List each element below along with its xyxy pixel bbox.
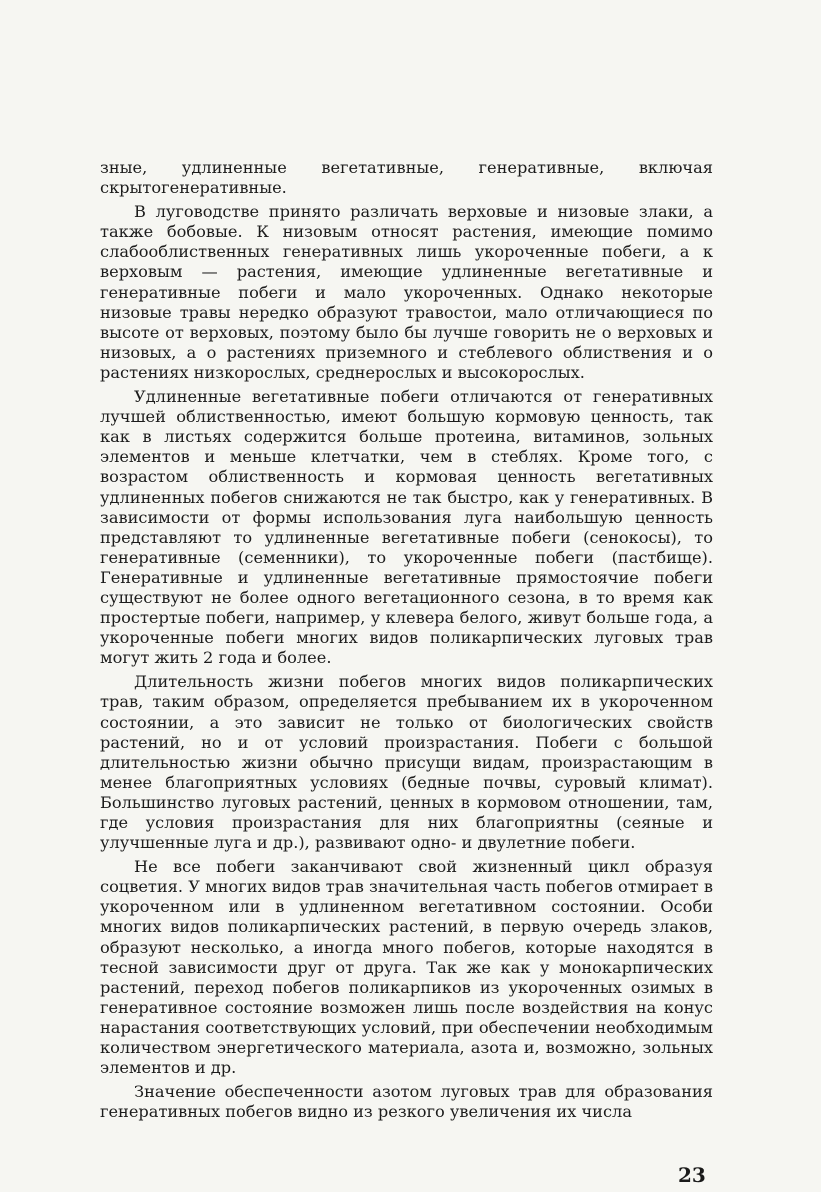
paragraph: Значение обеспеченности азотом луговых трав для образования генеративных побегов видно из резкого увеличения их числа [100, 1082, 713, 1122]
paragraph: Не все побеги заканчивают свой жизненный цикл образуя соцветия. У многих видов трав значительная часть побегов отмирает в укороченном или в удлиненном вегетативном состоянии. Особи многих видов поликарпических растений, в первую очередь злаков, образуют несколько, а иногда много побегов, которые находятся в тесной зависимости друг от друга. Так же как у монокарпических растений, переход побегов поликарпиков из укороченных озимых в генеративное состояние возможен лишь после воздействия на конус нарастания соответствующих условий, при обеспечении необходимым количеством энергетического материала, азота и, возможно, зольных элементов и др. [100, 857, 713, 1078]
page-number: 23 [678, 1163, 706, 1187]
body-text [100, 158, 713, 1122]
paragraph-continuation: зные, удлиненные вегетативные, генеративные, включая скрытогенеративные. [100, 158, 713, 198]
paragraph: В луговодстве принято различать верховые и низовые злаки, а также бобовые. К низовым относят растения, имеющие помимо слабооблиственных генеративных лишь укороченные побеги, а к верховым — растения, имеющие удлиненные вегетативные и генеративные побеги и мало укороченных. Однако некоторые низовые травы нередко образуют травостои, мало отличающиеся по высоте от верховых, поэтому было бы лучше говорить не о верховых и низовых, а о растениях приземного и стеблевого облиствения и о растениях низкорослых, среднерослых и высокорослых. [100, 202, 713, 382]
paragraph: Длительность жизни побегов многих видов поликарпических трав, таким образом, определяется пребыванием их в укороченном состоянии, а это зависит не только от биологических свойств растений, но и от условий произрастания. Побеги с большой длительностью жизни обычно присущи видам, произрастающим в менее благоприятных условиях (бедные почвы, суровый климат). Большинство луговых растений, ценных в кормовом отношении, там, где условия произрастания для них благоприятны (сеяные и улучшенные луга и др.), развивают одно- и двулетние побеги. [100, 672, 713, 853]
paragraph: Удлиненные вегетативные побеги отличаются от генеративных лучшей облиственностью, имеют большую кормовую ценность, так как в листьях содержится больше протеина, витаминов, зольных элементов и меньше клетчатки, чем в стеблях. Кроме того, с возрастом облиственность и кормовая ценность вегетативных удлиненных побегов снижаются не так быстро, как у генеративных. В зависимости от формы использования луга наибольшую ценность представляют то удлиненные вегетативные побеги (сенокосы), то генеративные (семенники), то укороченные побеги (пастбище). Генеративные и удлиненные вегетативные прямостоячие побеги существуют не более одного вегетационного сезона, в то время как простертые побеги, например, у клевера белого, живут больше года, а укороченные побеги многих видов поликарпических луговых трав могут жить 2 года и более. [100, 387, 713, 668]
